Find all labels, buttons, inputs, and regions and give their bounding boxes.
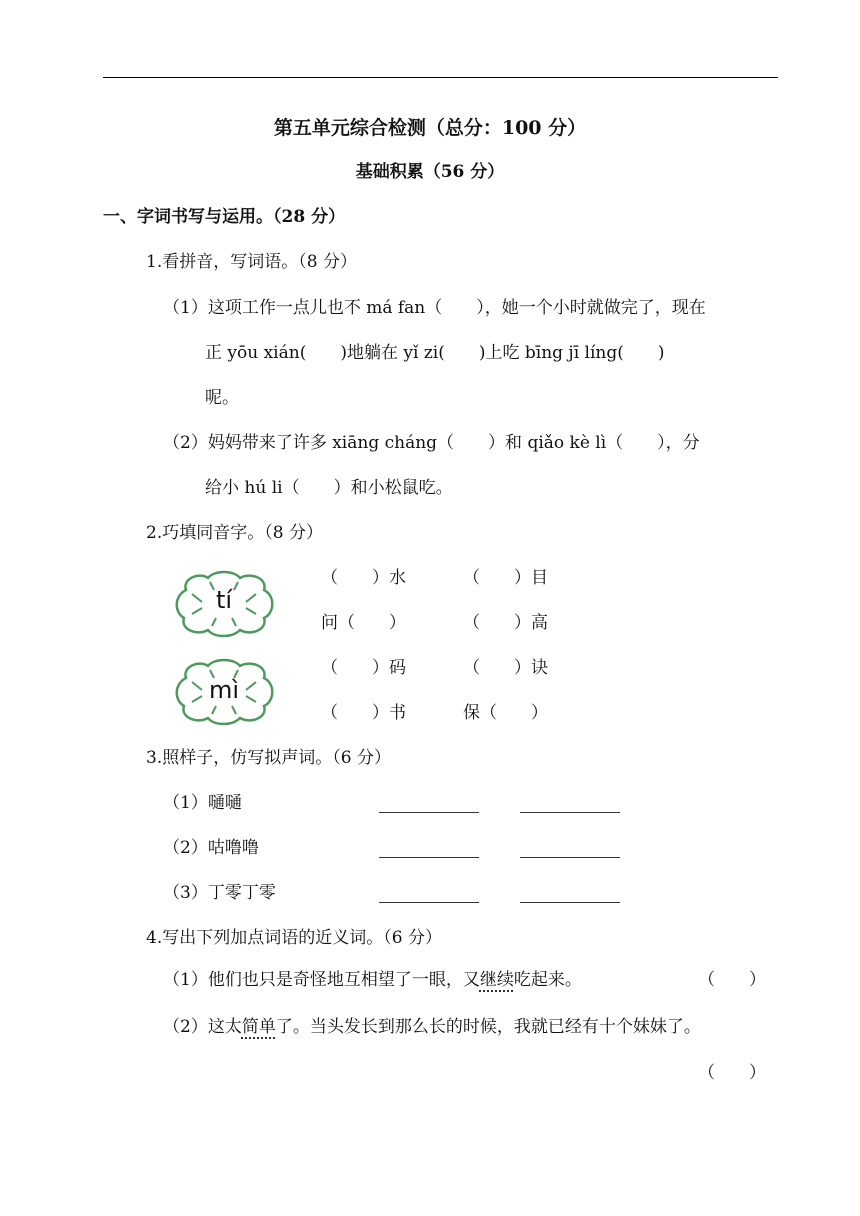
q2-cell-1-2: （ ）目 [463, 568, 548, 588]
q3-answer-blank[interactable] [520, 812, 620, 813]
q2-cell-3-1: （ ）码 [321, 658, 406, 678]
cloud-ti-label: tí [215, 586, 233, 614]
q1-p2-line1: （2）妈妈带来了许多 xiāng cháng（ ）和 qiǎo kè lì（ ），分 [163, 433, 700, 453]
q4-s1-dotted-word: 继续 [479, 970, 514, 990]
q4-sentence-2 [163, 1015, 701, 1039]
q4-answer-2[interactable]: （ ） [698, 1063, 766, 1083]
q4-answer-1[interactable]: （ ） [698, 970, 766, 990]
q3-item-2: （2）咕噜噜 [163, 838, 259, 858]
section1-heading: 一、字词书写与运用。（28 分） [103, 207, 346, 227]
q3-answer-blank[interactable] [520, 857, 620, 858]
q4-s1-before: （1）他们也只是奇怪地互相望了一眼，又 [163, 970, 480, 990]
q4-s2-dotted-word: 简单 [241, 1017, 276, 1037]
q1-p1-line3: 呢。 [205, 388, 239, 408]
q2-cell-4-2: 保（ ） [463, 703, 548, 723]
q2-cell-2-2: （ ）高 [463, 613, 548, 633]
q2-title: 2.巧填同音字。（8 分） [146, 523, 323, 543]
q3-answer-blank[interactable] [520, 902, 620, 903]
q2-cell-4-1: （ ）书 [321, 703, 406, 723]
page-title: 第五单元综合检测（总分：100 分） [273, 117, 587, 139]
q3-answer-blank[interactable] [379, 902, 479, 903]
q4-s2-before: （2）这太 [163, 1017, 242, 1037]
q3-item-1: （1）嗵嗵 [163, 793, 242, 813]
q2-cell-2-1: 问（ ） [321, 613, 406, 633]
q2-cell-3-2: （ ）诀 [463, 658, 548, 678]
q4-sentence-1 [163, 968, 582, 992]
q1-p1-line1: （1）这项工作一点儿也不 má fan（ ），她一个小时就做完了，现在 [163, 298, 706, 318]
top-rule [103, 77, 778, 78]
q1-p2-line2: 给小 hú li（ ）和小松鼠吃。 [205, 478, 453, 498]
q4-title: 4.写出下列加点词语的近义词。（6 分） [146, 928, 442, 948]
section-subtitle: 基础积累（56 分） [355, 162, 505, 182]
cloud-mi-label: mì [208, 676, 240, 704]
q4-s1-after: 吃起来。 [513, 970, 582, 990]
q3-answer-blank[interactable] [379, 857, 479, 858]
q3-answer-blank[interactable] [379, 812, 479, 813]
q3-title: 3.照样子，仿写拟声词。（6 分） [146, 748, 391, 768]
q1-title: 1.看拼音，写词语。（8 分） [146, 252, 357, 272]
q4-s2-after: 了。当头发长到那么长的时候，我就已经有十个妹妹了。 [275, 1017, 701, 1037]
q3-item-3: （3）丁零丁零 [163, 883, 276, 903]
q2-cell-1-1: （ ）水 [321, 568, 406, 588]
q1-p1-line2: 正 yōu xián( )地躺在 yǐ zi( )上吃 bīng jī líng( ) [205, 343, 665, 363]
